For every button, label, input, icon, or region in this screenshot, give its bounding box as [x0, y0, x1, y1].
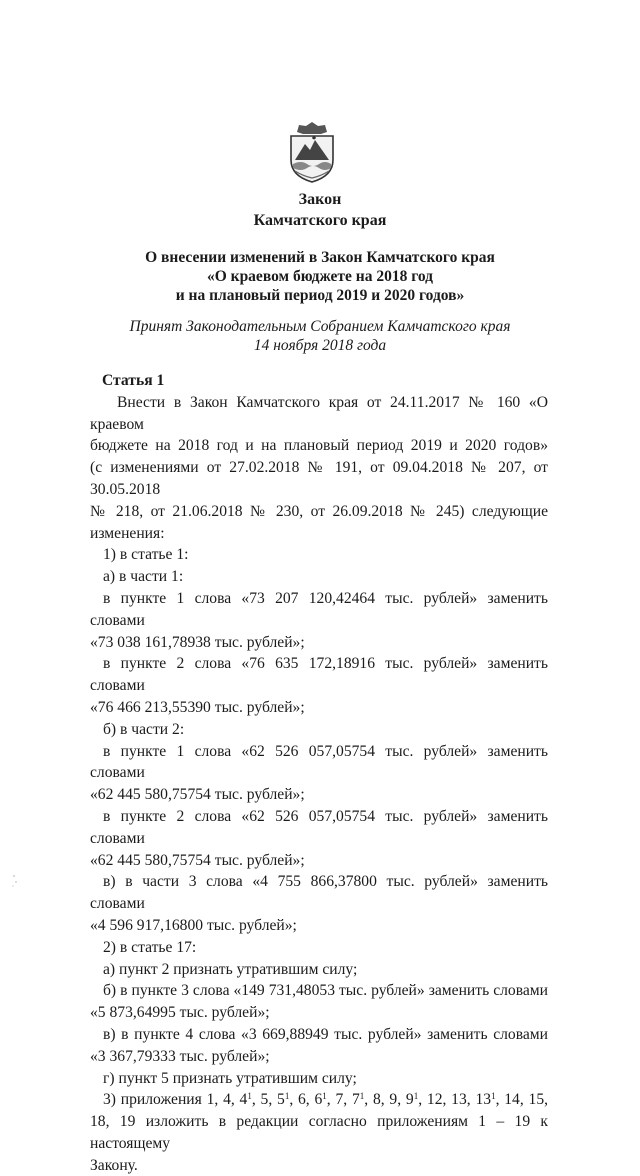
law-subject-line-2: «О краевом бюджете на 2018 год — [206, 268, 434, 285]
list-item: б) в пункте 3 слова «149 731,48053 тыс. рублей» заменить словами — [103, 982, 548, 1000]
intro-line: бюджете на 2018 год и на плановый период 2019 и 2020 годов» — [90, 437, 548, 455]
law-subject-line-1: О внесении изменений в Закон Камчатского края — [145, 249, 495, 266]
list-item: в) в части 3 слова «4 755 866,37800 тыс. рублей» заменить словами — [90, 873, 548, 913]
intro-line: № 218, от 21.06.2018 № 230, от 26.09.2018 № 245) следующие изменения: — [90, 502, 548, 542]
adoption-line-1: Принят Законодательным Собранием Камчатского края — [129, 318, 511, 335]
appendix-line: Закону. — [90, 1156, 138, 1174]
article-title: Статья 1 — [102, 372, 165, 389]
adoption-date: 14 ноября 2018 года — [253, 337, 387, 354]
list-item: «4 596 917,16800 тыс. рублей»; — [90, 916, 297, 934]
list-item: а) в части 1: — [103, 568, 184, 586]
list-item: «62 445 580,75754 тыс. рублей»; — [90, 786, 305, 804]
list-item: в) в пункте 4 слова «3 669,88949 тыс. рублей» заменить словами — [103, 1025, 548, 1043]
list-item: в пункте 1 слова «62 526 057,05754 тыс. рублей» заменить словами — [90, 742, 548, 782]
intro-line: Внести в Закон Камчатского края от 24.11.2017 № 160 «О краевом — [90, 393, 548, 433]
law-body — [90, 370, 548, 1176]
list-item: б) в части 2: — [103, 720, 185, 738]
list-item: 1) в статье 1: — [103, 546, 189, 564]
appendix-line: 18, 19 изложить в редакции согласно приложениям 1 – 19 к настоящему — [90, 1113, 548, 1152]
list-item: «3 367,79333 тыс. рублей»; — [90, 1047, 270, 1065]
list-item: в пункте 2 слова «76 635 172,18916 тыс. рублей» заменить словами — [90, 655, 548, 695]
list-item: «62 445 580,75754 тыс. рублей»; — [90, 851, 305, 869]
scan-speckle — [10, 870, 30, 890]
list-item: в пункте 2 слова «62 526 057,05754 тыс. рублей» заменить словами — [90, 807, 548, 847]
coat-of-arms-icon — [281, 120, 343, 184]
region-label: Камчатского края — [253, 212, 387, 229]
intro-line: (с изменениями от 27.02.2018 № 191, от 09.04.2018 № 207, от 30.05.2018 — [90, 459, 548, 498]
list-item: «73 038 161,78938 тыс. рублей»; — [90, 633, 305, 651]
law-label: Закон — [298, 191, 342, 208]
list-item: г) пункт 5 признать утратившим силу; — [103, 1069, 357, 1087]
list-item: 2) в статье 17: — [103, 938, 197, 956]
list-item: а) пункт 2 признать утратившим силу; — [103, 960, 358, 978]
list-item: в пункте 1 слова «73 207 120,42464 тыс. рублей» заменить словами — [90, 589, 548, 629]
list-item: «76 466 213,55390 тыс. рублей»; — [90, 698, 305, 716]
appendix-line: 3) приложения 1, 4, $4^1$, 5, $5^1$, 6, $6^1$, 7, $7^1$, 8, 9, $9^1$, 12, 13, $13^1$, 14, 15, — [103, 1091, 549, 1109]
law-subject-line-3: и на плановый период 2019 и 2020 годов» — [175, 287, 465, 304]
list-item: «5 873,64995 тыс. рублей»; — [90, 1004, 270, 1022]
